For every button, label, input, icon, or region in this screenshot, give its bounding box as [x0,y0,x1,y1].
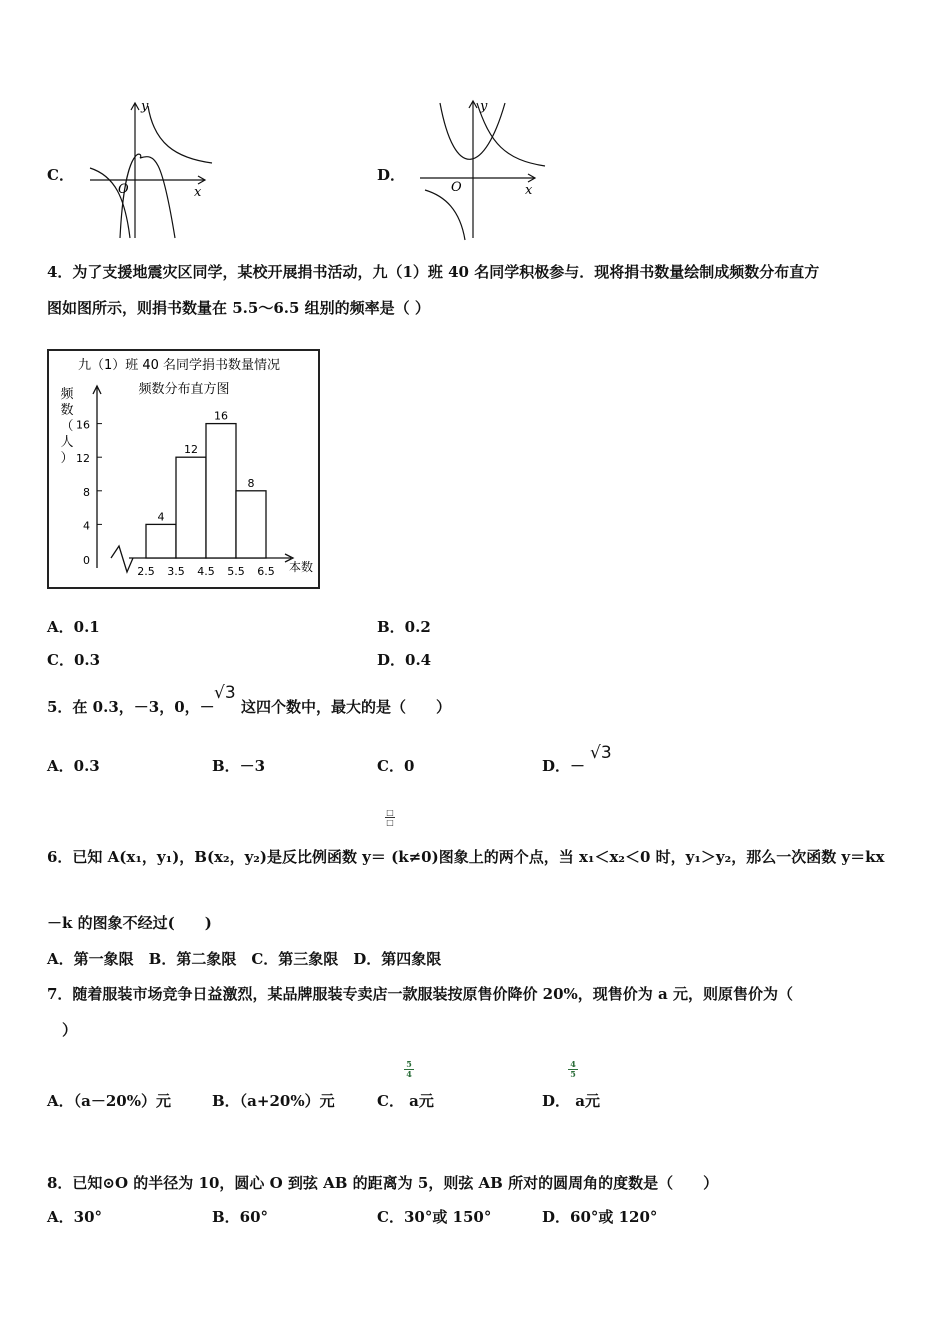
q8-option-c: C．30°或 150° [377,1208,492,1226]
histogram-bar [146,524,176,558]
graph-c [80,98,220,243]
sqrt-three: √3 [590,743,612,763]
y-axis-label: y [141,99,149,114]
q6-stem-line1: 6．已知 A(x₁，y₁)，B(x₂，y₂)是反比例函数 y＝ (k≠0)图象上的两个点，当 x₁＜x₂＜0 时，y₁＞y₂，那么一次函数 y＝kx [47,848,885,866]
fraction-5-4: $\frac{5}{4}$ [404,1060,414,1079]
histogram-bar [236,491,266,558]
fraction-k-over-x: □ □ [386,807,394,827]
x-tick-label: 4.5 [197,565,215,578]
x-tick-label: 2.5 [137,565,155,578]
q4-option-b: B．0.2 [377,618,431,636]
q4-stem-line1: 4．为了支援地震灾区同学，某校开展捐书活动，九（1）班 40 名同学积极参与．现将捐书数量绘制成频数分布直方 [47,263,820,281]
y-axis-label-char: （ [60,419,74,434]
q5-stem-prefix: 5．在 0.3，－3，0，－ [47,698,215,716]
bar-value-label: 4 [157,510,165,524]
q7-stem-line2: ） [62,1021,78,1039]
q5-option-c: C．0 [377,757,415,775]
origin-label: O [451,180,462,195]
q8-option-d: D．60°或 120° [542,1208,658,1226]
q5-option-b: B．－3 [212,757,266,775]
x-tick-label: 5.5 [227,565,245,578]
y-axis-label-char: 数 [60,403,74,418]
q8-option-a: A．30° [47,1208,103,1226]
chart-subtitle: 频数分布直方图 [138,382,230,397]
y-axis-label-char: 频 [60,387,74,402]
histogram-bar [206,424,236,558]
fraction-4-5: $\frac{4}{5}$ [568,1060,578,1079]
x-axis-label: 本数 [288,560,314,574]
q4-option-a: A．0.1 [47,618,100,636]
x-tick-label: 6.5 [257,565,275,578]
option-d-label: D． [377,166,406,184]
q6-stem-line2: －k 的图象不经过( ) [47,914,212,932]
q6-options: A．第一象限 B．第二象限 C．第三象限 D．第四象限 [47,950,442,968]
sqrt-three: √3 [214,683,236,703]
histogram-chart [49,351,318,587]
y-axis-label-char: ） [60,451,74,466]
y-tick-label: 12 [76,452,90,466]
y-tick-label: 0 [83,554,90,567]
q5-option-d: D．－ [542,757,586,775]
chart-title: 九（1）班 40 名同学捐书数量情况 [77,358,281,373]
y-tick-label: 8 [83,485,90,499]
bar-value-label: 16 [214,409,228,423]
q7-option-b: B．（a+20%）元 [212,1092,335,1110]
bar-value-label: 8 [247,476,255,490]
q7-option-c: C． a元 [377,1092,434,1110]
q5-option-a: A．0.3 [47,757,100,775]
x-tick-label: 3.5 [167,565,185,578]
histogram-bar [176,457,206,558]
q5-stem-suffix: 这四个数中，最大的是（ ） [241,698,452,716]
q8-option-b: B．60° [212,1208,269,1226]
axis-break [111,546,133,572]
bar-value-label: 12 [184,443,198,457]
option-c-label: C． [47,166,74,184]
q7-stem-line1: 7．随着服装市场竞争日益激烈，某品牌服装专卖店一款服装按原售价降价 20%，现售价为 a 元，则原售价为（ [47,985,793,1003]
x-axis-label: x [194,185,202,200]
y-tick-label: 16 [76,418,90,432]
q7-option-a: A．（a－20%）元 [47,1092,171,1110]
y-axis-label: y [480,99,488,114]
histogram-frame [47,349,320,589]
q4-stem-line2: 图如图所示，则捐书数量在 5.5～6.5 组别的频率是（ ） [47,299,430,317]
graph-d [405,98,550,243]
origin-label: O [118,182,129,197]
y-tick-label: 4 [83,519,90,533]
q4-option-d: D．0.4 [377,651,432,669]
y-axis-label-char: 人 [60,435,74,450]
q4-option-c: C．0.3 [47,651,101,669]
x-axis-label: x [525,183,533,198]
q8-stem: 8．已知⊙O 的半径为 10，圆心 O 到弦 AB 的距离为 5，则弦 AB 所对的圆周角的度数是（ ） [47,1174,719,1192]
q7-option-d: D． a元 [542,1092,600,1110]
